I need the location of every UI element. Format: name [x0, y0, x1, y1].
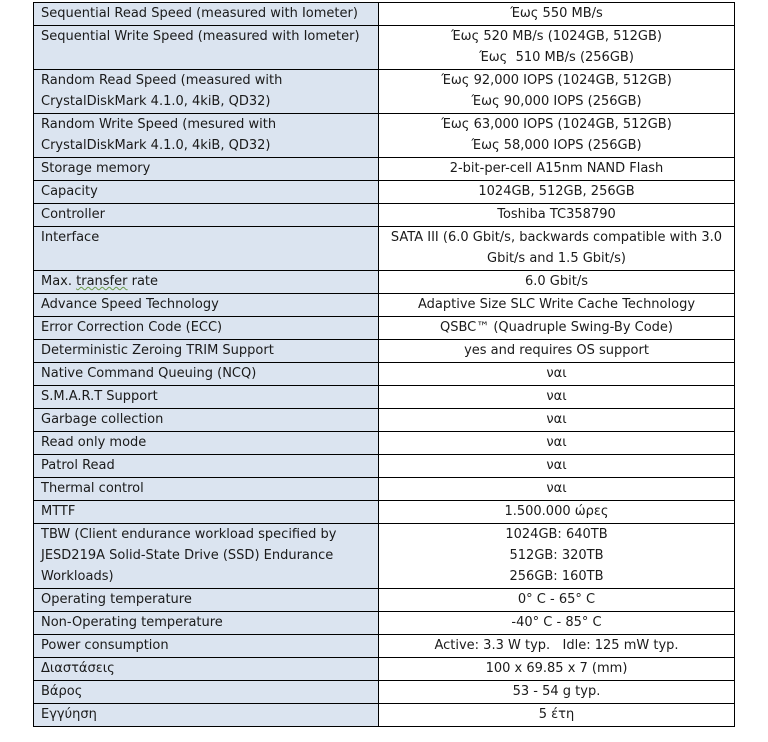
spec-label: S.M.A.R.T Support: [34, 386, 379, 409]
spec-value: 53 - 54 g typ.: [379, 681, 735, 704]
spec-value-line: 256GB: 160TB: [509, 569, 604, 584]
spec-value-line: Έως 520 MB/s (1024GB, 512GB): [450, 29, 662, 44]
spec-row-seq-read: [34, 3, 735, 26]
spec-label: [34, 271, 379, 294]
spec-value: [379, 3, 735, 26]
spec-value-line: Έως 92,000 IOPS (1024GB, 512GB): [441, 73, 672, 88]
spec-label: Thermal control: [34, 478, 379, 501]
spec-value: 100 x 69.85 x 7 (mm): [379, 658, 735, 681]
spec-value: QSBC™ (Quadruple Swing-By Code): [379, 317, 735, 340]
spec-value: -40° C - 85° C: [379, 612, 735, 635]
spec-label: Native Command Queuing (NCQ): [34, 363, 379, 386]
spec-value: 5 έτη: [379, 704, 735, 727]
spec-value: ναι: [379, 455, 735, 478]
spec-label: MTTF: [34, 501, 379, 524]
spec-value: 1.500.000 ώρες: [379, 501, 735, 524]
spec-row-weight: [34, 681, 735, 704]
spec-value: Active: 3.3 W typ. Idle: 125 mW typ.: [379, 635, 735, 658]
spec-value-line: Έως 58,000 IOPS (256GB): [471, 138, 642, 153]
spec-value: [379, 70, 735, 114]
spec-label: Garbage collection: [34, 409, 379, 432]
spec-value: ναι: [379, 363, 735, 386]
spec-label: Εγγύηση: [34, 704, 379, 727]
spec-value: ναι: [379, 432, 735, 455]
spec-row-power-consumption: [34, 635, 735, 658]
spec-row-thermal-control: [34, 478, 735, 501]
spec-row-max-transfer-rate: [34, 271, 735, 294]
spec-row-ecc: [34, 317, 735, 340]
spec-row-dimensions: [34, 658, 735, 681]
spec-row-trim: [34, 340, 735, 363]
spec-value: [379, 114, 735, 158]
spec-value: 1024GB, 512GB, 256GB: [379, 181, 735, 204]
spec-value: Toshiba TC358790: [379, 204, 735, 227]
spec-row-mttf: [34, 501, 735, 524]
spec-label: Random Write Speed (mesured with CrystalDiskMark 4.1.0, 4kiB, QD32): [34, 114, 379, 158]
specifications-body: [34, 3, 735, 727]
spec-row-ncq: [34, 363, 735, 386]
spec-value: 0° C - 65° C: [379, 589, 735, 612]
spec-row-controller: [34, 204, 735, 227]
spec-row-interface: [34, 227, 735, 271]
spec-value: 6.0 Gbit/s: [379, 271, 735, 294]
spec-label: Διαστάσεις: [34, 658, 379, 681]
spec-label: Error Correction Code (ECC): [34, 317, 379, 340]
spec-value: ναι: [379, 409, 735, 432]
spec-label: Patrol Read: [34, 455, 379, 478]
spec-row-tbw: [34, 524, 735, 589]
spec-value-line: 1024GB: 640TB: [505, 527, 608, 542]
spec-value-line: Έως 550 MB/s: [510, 6, 603, 21]
spec-row-random-write: [34, 114, 735, 158]
spec-value: Adaptive Size SLC Write Cache Technology: [379, 294, 735, 317]
spec-row-operating-temperature: [34, 589, 735, 612]
spec-label: Storage memory: [34, 158, 379, 181]
spec-label: Controller: [34, 204, 379, 227]
spec-row-seq-write: [34, 26, 735, 70]
spec-value-line: Έως 90,000 IOPS (256GB): [471, 94, 642, 109]
spec-row-smart: [34, 386, 735, 409]
spec-row-warranty: [34, 704, 735, 727]
spec-row-capacity: [34, 181, 735, 204]
spec-label: Interface: [34, 227, 379, 271]
spec-row-advance-speed: [34, 294, 735, 317]
spec-label: Power consumption: [34, 635, 379, 658]
spec-label: Read only mode: [34, 432, 379, 455]
spec-label: Advance Speed Technology: [34, 294, 379, 317]
spec-label: Operating temperature: [34, 589, 379, 612]
spec-value: [379, 524, 735, 589]
spec-value: SATA III (6.0 Gbit/s, backwards compatible with 3.0 Gbit/s and 1.5 Gbit/s): [379, 227, 735, 271]
spec-label-suffix: rate: [127, 274, 159, 289]
spec-row-random-read: [34, 70, 735, 114]
spec-value-line: 512GB: 320TB: [509, 548, 604, 563]
spec-value: [379, 26, 735, 70]
spec-value: ναι: [379, 386, 735, 409]
spec-row-read-only-mode: [34, 432, 735, 455]
spec-label: TBW (Client endurance workload specified by JESD219A Solid-State Drive (SSD) Endurance Workloads): [34, 524, 379, 589]
spec-label: Βάρος: [34, 681, 379, 704]
spellcheck-underlined-word: transfer: [76, 274, 128, 289]
spec-label: Sequential Read Speed (measured with Iometer): [34, 3, 379, 26]
spec-value: 2-bit-per-cell A15nm NAND Flash: [379, 158, 735, 181]
spec-row-garbage-collection: [34, 409, 735, 432]
spec-row-patrol-read: [34, 455, 735, 478]
spec-row-non-operating-temperature: [34, 612, 735, 635]
spec-label: Random Read Speed (measured with CrystalDiskMark 4.1.0, 4kiB, QD32): [34, 70, 379, 114]
spec-value: ναι: [379, 478, 735, 501]
spec-value-line: Έως 510 MB/s (256GB): [479, 50, 634, 65]
spec-label: Deterministic Zeroing TRIM Support: [34, 340, 379, 363]
spec-label: Non-Operating temperature: [34, 612, 379, 635]
spec-value-line: Έως 63,000 IOPS (1024GB, 512GB): [441, 117, 672, 132]
spec-row-storage-memory: [34, 158, 735, 181]
spec-label: Sequential Write Speed (measured with Iometer): [34, 26, 379, 70]
spec-label: Capacity: [34, 181, 379, 204]
spec-value: yes and requires OS support: [379, 340, 735, 363]
spec-label-prefix: Max.: [41, 274, 77, 289]
specifications-table: [33, 2, 735, 727]
